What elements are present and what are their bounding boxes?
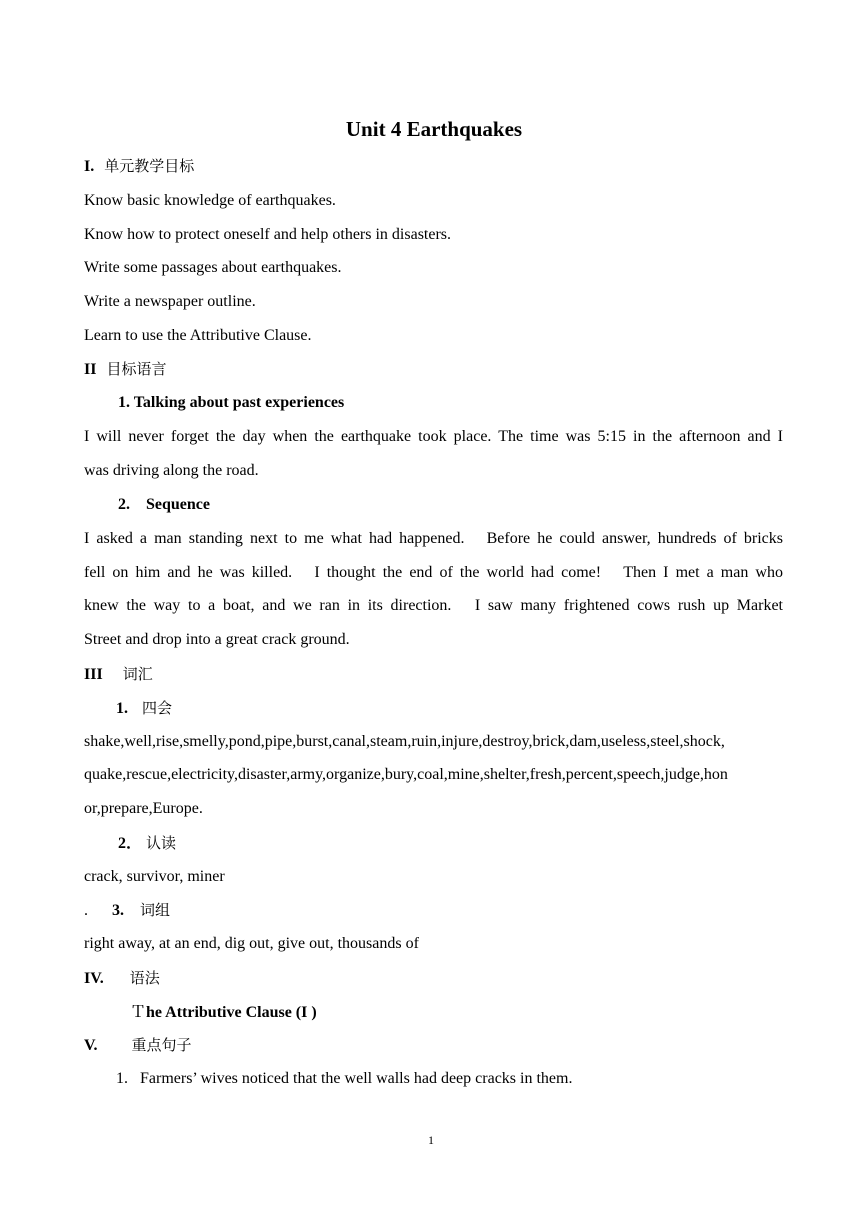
section-3-heading (84, 664, 153, 685)
vocab-3-heading (84, 900, 170, 921)
goal-line: Know how to protect oneself and help others in disasters. (84, 226, 452, 243)
sequence-label: Sequence (146, 496, 210, 513)
vocab-2-number: 2． (118, 835, 143, 852)
key-sentence-text: Farmers’ wives noticed that the well walls had deep cracks in them. (140, 1070, 573, 1087)
key-sentence-number: 1. (116, 1070, 128, 1087)
sequence-text-line: I asked a man standing next to me what had happened. Before he could answer, hundreds of bricks (84, 530, 783, 547)
grammar-topic-initial: Ｔ (130, 1002, 147, 1021)
section-1-number: I. (84, 158, 95, 175)
grammar-topic (130, 1002, 317, 1023)
vocab-2-words: crack, survivor, miner (84, 868, 225, 885)
section-3-number: III (84, 666, 103, 683)
vocab-3-phrases: right away, at an end, dig out, give out, thousands of (84, 935, 419, 952)
goal-line: Know basic knowledge of earthquakes. (84, 192, 336, 209)
section-2-heading (84, 359, 166, 380)
goal-line: Write some passages about earthquakes. (84, 259, 342, 276)
vocab-1-heading (116, 698, 172, 719)
vocab-3-number: 3. (112, 902, 124, 919)
sequence-text-line: Street and drop into a great crack ground. (84, 631, 350, 648)
vocab-1-number: 1. (116, 700, 128, 717)
vocab-1-label: 四会 (142, 699, 173, 717)
vocab-1-words-line: or,prepare,Europe. (84, 800, 203, 817)
section-3-label: 词汇 (122, 665, 153, 683)
section-5-number: V. (84, 1037, 98, 1054)
vocab-3-prefix: . (84, 902, 88, 919)
sequence-text-line: knew the way to a boat, and we ran in its direction. I saw many frightened cows rush up Market (84, 597, 783, 614)
section-2-number: II (84, 361, 97, 378)
section-4-heading (84, 968, 160, 989)
sequence-number: 2. (118, 496, 130, 513)
vocab-2-heading (118, 833, 176, 854)
section-4-label: 语法 (129, 969, 160, 987)
section-2-label: 目标语言 (106, 360, 167, 378)
section-5-heading (84, 1035, 192, 1056)
vocab-1-words-line: quake,rescue,electricity,disaster,army,organize,bury,coal,mine,shelter,fresh,percent,speech,judge,hon (84, 766, 728, 783)
page-number: 1 (428, 1133, 434, 1147)
section-1-label: 单元教学目标 (104, 157, 195, 175)
vocab-2-label: 认读 (146, 834, 177, 852)
talking-text-line: I will never forget the day when the earthquake took place. The time was 5:15 in the afternoon and I (84, 428, 783, 445)
grammar-topic-text: he Attributive Clause (I ) (146, 1004, 317, 1021)
sequence-text-line: fell on him and he was killed. I thought the end of the world had come! Then I met a man who (84, 564, 783, 581)
goal-line: Learn to use the Attributive Clause. (84, 327, 312, 344)
section-5-label: 重点句子 (131, 1036, 192, 1054)
sequence-heading (118, 495, 210, 515)
vocab-3-label: 词组 (140, 901, 171, 919)
key-sentence (116, 1069, 572, 1089)
talking-heading: 1. Talking about past experiences (118, 394, 345, 411)
section-4-number: IV. (84, 970, 104, 987)
section-1-heading (84, 156, 194, 177)
page-title: Unit 4 Earthquakes (345, 117, 523, 141)
vocab-1-words-line: shake,well,rise,smelly,pond,pipe,burst,canal,steam,ruin,injure,destroy,brick,dam,useless,steel,shock, (84, 733, 725, 750)
talking-text-line: was driving along the road. (84, 462, 259, 479)
goal-line: Write a newspaper outline. (84, 293, 256, 310)
